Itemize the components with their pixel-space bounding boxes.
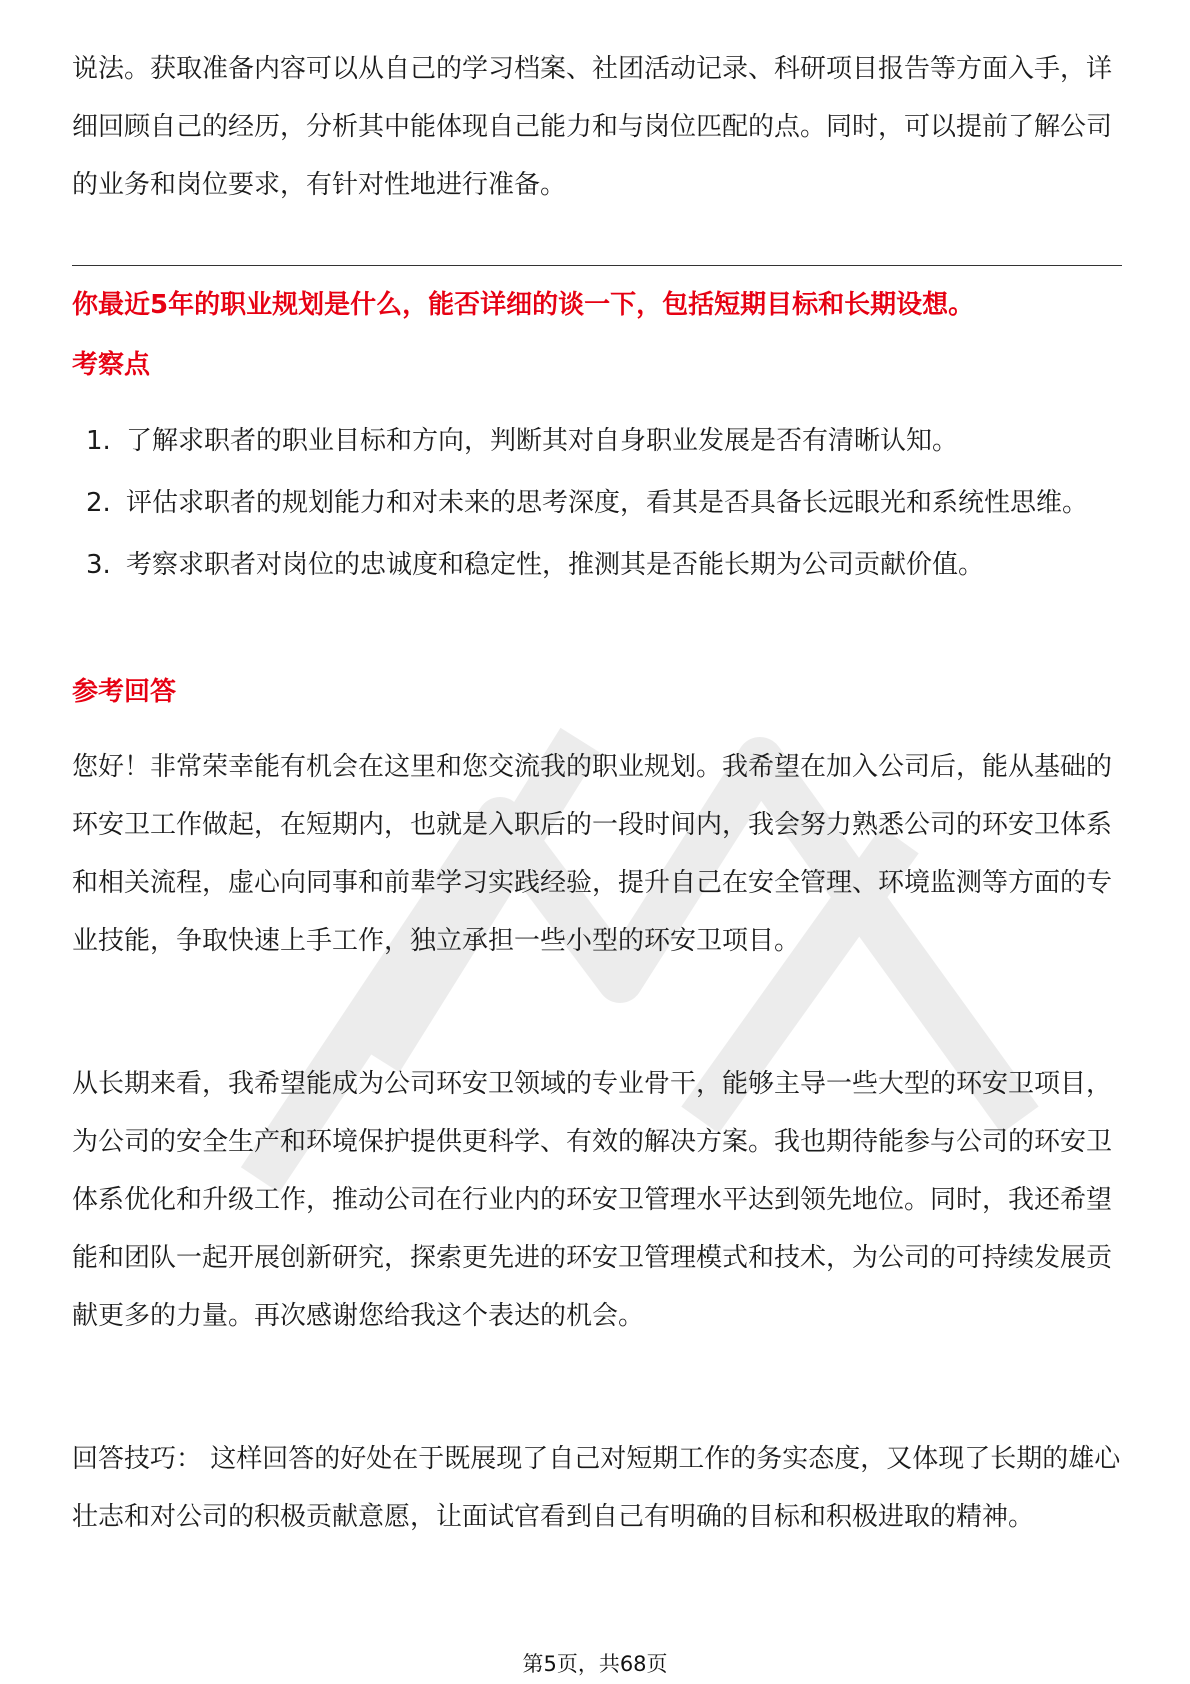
intro-paragraph: 说法。获取准备内容可以从自己的学习档案、社团活动记录、科研项目报告等方面入手，详细回顾自己的经历，分析其中能体现自己能力和与岗位匹配的点。同时，可以提前了解公司的业务和岗位要求，有针对性地进行准备。 (72, 54, 1113, 200)
list-item-text: 考察求职者对岗位的忠诚度和稳定性，推测其是否能长期为公司贡献价值。 (126, 550, 985, 580)
list-item-number: 1. (86, 426, 111, 456)
list-item-text: 评估求职者的规划能力和对未来的思考深度，看其是否具备长远眼光和系统性思维。 (126, 488, 1089, 518)
page-number-footer: 第5页，共68页 (522, 1652, 668, 1676)
answer-section-title: 参考回答 (72, 677, 177, 707)
question-heading: 你最近5年的职业规划是什么，能否详细的谈一下，包括短期目标和长期设想。 (72, 290, 975, 320)
list-item (72, 476, 1122, 530)
list-item (72, 538, 1122, 592)
section-divider (72, 265, 1122, 266)
list-item (72, 414, 1122, 468)
list-item-number: 2. (86, 488, 111, 518)
list-item-text: 了解求职者的职业目标和方向，判断其对自身职业发展是否有清晰认知。 (126, 426, 959, 456)
answer-paragraph-1: 您好！非常荣幸能有机会在这里和您交流我的职业规划。我希望在加入公司后，能从基础的环安卫工作做起，在短期内，也就是入职后的一段时间内，我会努力熟悉公司的环安卫体系和相关流程，虚心向同事和前辈学习实践经验，提升自己在安全管理、环境监测等方面的专业技能，争取快速上手工作，独立承担一些小型的环安卫项目。 (72, 752, 1113, 956)
list-item-number: 3. (86, 550, 111, 580)
answer-paragraph-2: 从长期来看，我希望能成为公司环安卫领域的专业骨干，能够主导一些大型的环安卫项目，为公司的安全生产和环境保护提供更科学、有效的解决方案。我也期待能参与公司的环安卫体系优化和升级工作，推动公司在行业内的环安卫管理水平达到领先地位。同时，我还希望能和团队一起开展创新研究，探索更先进的环安卫管理模式和技术，为公司的可持续发展贡献更多的力量。再次感谢您给我这个表达的机会。 (72, 1069, 1113, 1331)
focus-points-list (72, 414, 1122, 600)
answer-tip-paragraph: 回答技巧： 这样回答的好处在于既展现了自己对短期工作的务实态度，又体现了长期的雄心壮志和对公司的积极贡献意愿，让面试官看到自己有明确的目标和积极进取的精神。 (72, 1444, 1121, 1532)
focus-section-title: 考察点 (72, 350, 151, 380)
